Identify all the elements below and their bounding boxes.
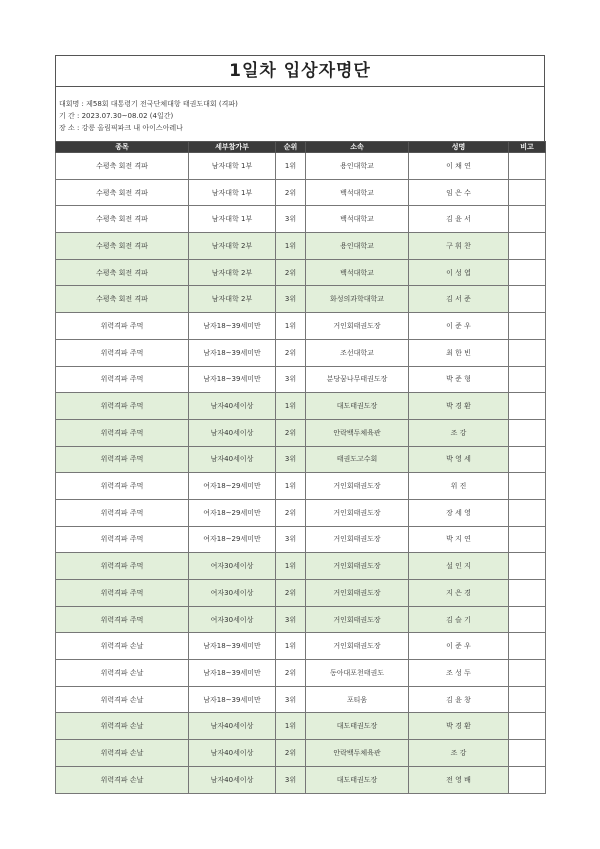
cell-event: 위력격파 주먹: [56, 393, 189, 420]
table-row: [56, 206, 546, 233]
cell-division: 여자30세이상: [189, 553, 276, 580]
cell-rank: 2위: [276, 740, 306, 767]
cell-rank: 1위: [276, 393, 306, 420]
cell-name: 최 한 빈: [409, 339, 509, 366]
cell-event: 위력격파 손날: [56, 633, 189, 660]
cell-name: 전 영 배: [409, 766, 509, 793]
table-row: [56, 499, 546, 526]
cell-event: 위력격파 손날: [56, 686, 189, 713]
cell-name: 위 진: [409, 473, 509, 500]
cell-division: 남자대학 2부: [189, 286, 276, 313]
table-row: [56, 313, 546, 340]
cell-rank: 2위: [276, 660, 306, 687]
cell-event: 위력격파 손날: [56, 740, 189, 767]
cell-name: 이 채 연: [409, 153, 509, 180]
cell-team: 백석대학교: [306, 259, 409, 286]
cell-name: 김 윤 서: [409, 206, 509, 233]
col-header-team: 소속: [306, 142, 409, 153]
info-period: [59, 111, 173, 121]
cell-note: [509, 286, 546, 313]
results-sheet: [55, 55, 545, 785]
table-row: [56, 339, 546, 366]
cell-note: [509, 259, 546, 286]
cell-team: 거인회태권도장: [306, 526, 409, 553]
cell-team: 거인회태권도장: [306, 633, 409, 660]
cell-note: [509, 713, 546, 740]
cell-rank: 1위: [276, 553, 306, 580]
cell-division: 남자대학 1부: [189, 206, 276, 233]
cell-note: [509, 580, 546, 607]
cell-rank: 2위: [276, 339, 306, 366]
cell-name: 이 준 우: [409, 313, 509, 340]
table-body: [56, 153, 546, 794]
table-row: [56, 580, 546, 607]
cell-event: 위력격파 주먹: [56, 499, 189, 526]
cell-name: 지 은 경: [409, 580, 509, 607]
cell-name: 박 지 연: [409, 526, 509, 553]
table-row: [56, 233, 546, 260]
info-label: 기 간 :: [59, 112, 80, 120]
cell-event: 위력격파 주먹: [56, 606, 189, 633]
cell-team: 거인회태권도장: [306, 580, 409, 607]
cell-rank: 1위: [276, 633, 306, 660]
cell-team: 거인회태권도장: [306, 473, 409, 500]
cell-division: 남자18~39세미만: [189, 660, 276, 687]
cell-rank: 3위: [276, 606, 306, 633]
cell-name: 박 영 세: [409, 446, 509, 473]
cell-team: 동아대포천태권도: [306, 660, 409, 687]
table-row: [56, 606, 546, 633]
cell-team: 화성의과학대학교: [306, 286, 409, 313]
cell-note: [509, 339, 546, 366]
col-header-rank: 순위: [276, 142, 306, 153]
table-row: [56, 153, 546, 180]
cell-note: [509, 766, 546, 793]
cell-team: 용인대학교: [306, 233, 409, 260]
cell-event: 위력격파 손날: [56, 660, 189, 687]
info-value: 2023.07.30~08.02 (4일간): [81, 112, 174, 120]
cell-team: 백석대학교: [306, 179, 409, 206]
cell-event: 수평축 회전 격파: [56, 153, 189, 180]
cell-rank: 3위: [276, 366, 306, 393]
table-row: [56, 419, 546, 446]
cell-team: 거인회태권도장: [306, 313, 409, 340]
cell-event: 수평축 회전 격파: [56, 286, 189, 313]
cell-division: 남자대학 1부: [189, 179, 276, 206]
cell-event: 수평축 회전 격파: [56, 179, 189, 206]
table-header-row: [56, 142, 546, 153]
cell-team: 거인회태권도장: [306, 606, 409, 633]
cell-rank: 3위: [276, 686, 306, 713]
cell-name: 임 은 수: [409, 179, 509, 206]
cell-name: 김 슬 기: [409, 606, 509, 633]
cell-event: 위력격파 손날: [56, 713, 189, 740]
cell-event: 수평축 회전 격파: [56, 259, 189, 286]
cell-note: [509, 740, 546, 767]
cell-note: [509, 233, 546, 260]
cell-note: [509, 206, 546, 233]
col-header-event: 종목: [56, 142, 189, 153]
cell-team: 대도태권도장: [306, 766, 409, 793]
cell-team: 대도태권도장: [306, 393, 409, 420]
cell-event: 위력격파 주먹: [56, 473, 189, 500]
cell-rank: 1위: [276, 713, 306, 740]
cell-team: 태권도고수회: [306, 446, 409, 473]
cell-team: 거인회태권도장: [306, 499, 409, 526]
table-row: [56, 740, 546, 767]
cell-division: 남자40세이상: [189, 740, 276, 767]
cell-name: 박 경 환: [409, 393, 509, 420]
cell-rank: 2위: [276, 259, 306, 286]
cell-division: 여자18~29세미만: [189, 473, 276, 500]
cell-rank: 2위: [276, 419, 306, 446]
table-row: [56, 553, 546, 580]
cell-rank: 3위: [276, 206, 306, 233]
cell-division: 남자대학 1부: [189, 153, 276, 180]
cell-event: 위력격파 주먹: [56, 366, 189, 393]
cell-division: 남자대학 2부: [189, 233, 276, 260]
info-label: 대회명 :: [59, 100, 84, 108]
cell-team: 조선대학교: [306, 339, 409, 366]
cell-rank: 2위: [276, 499, 306, 526]
cell-note: [509, 633, 546, 660]
info-tournament: [59, 99, 238, 109]
cell-team: 백석대학교: [306, 206, 409, 233]
cell-name: 조 강: [409, 419, 509, 446]
cell-event: 위력격파 주먹: [56, 339, 189, 366]
cell-team: 대도태권도장: [306, 713, 409, 740]
cell-division: 여자18~29세미만: [189, 526, 276, 553]
cell-event: 수평축 회전 격파: [56, 233, 189, 260]
cell-note: [509, 419, 546, 446]
cell-name: 조 강: [409, 740, 509, 767]
cell-event: 위력격파 주먹: [56, 313, 189, 340]
cell-note: [509, 179, 546, 206]
cell-event: 수평축 회전 격파: [56, 206, 189, 233]
page-title: 1일차 입상자명단: [56, 56, 544, 87]
table-row: [56, 526, 546, 553]
cell-event: 위력격파 주먹: [56, 553, 189, 580]
cell-rank: 1위: [276, 233, 306, 260]
cell-note: [509, 606, 546, 633]
cell-division: 남자40세이상: [189, 446, 276, 473]
cell-division: 남자18~39세미만: [189, 366, 276, 393]
cell-note: [509, 686, 546, 713]
cell-team: 거인회태권도장: [306, 553, 409, 580]
cell-name: 이 성 엽: [409, 259, 509, 286]
info-label: 장 소 :: [59, 124, 80, 132]
cell-name: 구 휘 찬: [409, 233, 509, 260]
cell-rank: 3위: [276, 766, 306, 793]
cell-note: [509, 366, 546, 393]
col-header-division: 세부참가부: [189, 142, 276, 153]
table-row: [56, 473, 546, 500]
cell-name: 박 준 형: [409, 366, 509, 393]
cell-event: 위력격파 손날: [56, 766, 189, 793]
cell-division: 남자40세이상: [189, 713, 276, 740]
table-row: [56, 660, 546, 687]
cell-division: 남자40세이상: [189, 393, 276, 420]
table-row: [56, 366, 546, 393]
cell-rank: 1위: [276, 153, 306, 180]
cell-team: 분당꿈나무태권도장: [306, 366, 409, 393]
cell-division: 남자40세이상: [189, 419, 276, 446]
cell-division: 남자18~39세미만: [189, 339, 276, 366]
cell-name: 조 성 두: [409, 660, 509, 687]
cell-note: [509, 393, 546, 420]
col-header-note: 비고: [509, 142, 546, 153]
cell-division: 여자18~29세미만: [189, 499, 276, 526]
cell-event: 위력격파 주먹: [56, 446, 189, 473]
cell-division: 남자18~39세미만: [189, 633, 276, 660]
cell-event: 위력격파 주먹: [56, 419, 189, 446]
info-value: 강릉 올림픽파크 내 아이스아레나: [81, 124, 183, 132]
cell-name: 김 서 준: [409, 286, 509, 313]
table-row: [56, 686, 546, 713]
cell-team: 포티움: [306, 686, 409, 713]
cell-rank: 3위: [276, 526, 306, 553]
cell-division: 남자40세이상: [189, 766, 276, 793]
table-row: [56, 286, 546, 313]
cell-rank: 1위: [276, 313, 306, 340]
cell-note: [509, 153, 546, 180]
cell-rank: 3위: [276, 446, 306, 473]
table-row: [56, 393, 546, 420]
cell-division: 남자18~39세미만: [189, 686, 276, 713]
cell-note: [509, 526, 546, 553]
cell-division: 남자대학 2부: [189, 259, 276, 286]
cell-event: 위력격파 주먹: [56, 526, 189, 553]
cell-note: [509, 553, 546, 580]
cell-name: 장 세 영: [409, 499, 509, 526]
table-row: [56, 766, 546, 793]
cell-rank: 2위: [276, 580, 306, 607]
cell-name: 박 경 환: [409, 713, 509, 740]
table-row: [56, 179, 546, 206]
cell-name: 이 준 우: [409, 633, 509, 660]
cell-name: 설 인 지: [409, 553, 509, 580]
cell-rank: 2위: [276, 179, 306, 206]
cell-division: 여자30세이상: [189, 580, 276, 607]
cell-division: 여자30세이상: [189, 606, 276, 633]
cell-team: 안락백두체육관: [306, 419, 409, 446]
cell-rank: 3위: [276, 286, 306, 313]
col-header-name: 성명: [409, 142, 509, 153]
cell-note: [509, 499, 546, 526]
results-table: [55, 141, 546, 794]
cell-team: 용인대학교: [306, 153, 409, 180]
cell-rank: 1위: [276, 473, 306, 500]
table-row: [56, 446, 546, 473]
table-row: [56, 259, 546, 286]
cell-note: [509, 446, 546, 473]
cell-name: 김 윤 창: [409, 686, 509, 713]
cell-event: 위력격파 주먹: [56, 580, 189, 607]
info-venue: [59, 123, 183, 133]
table-row: [56, 713, 546, 740]
table-row: [56, 633, 546, 660]
cell-note: [509, 660, 546, 687]
info-value: 제58회 대통령기 전국단체대항 태권도대회 (격파): [86, 100, 238, 108]
cell-team: 안락백두체육관: [306, 740, 409, 767]
cell-note: [509, 313, 546, 340]
cell-division: 남자18~39세미만: [189, 313, 276, 340]
cell-note: [509, 473, 546, 500]
